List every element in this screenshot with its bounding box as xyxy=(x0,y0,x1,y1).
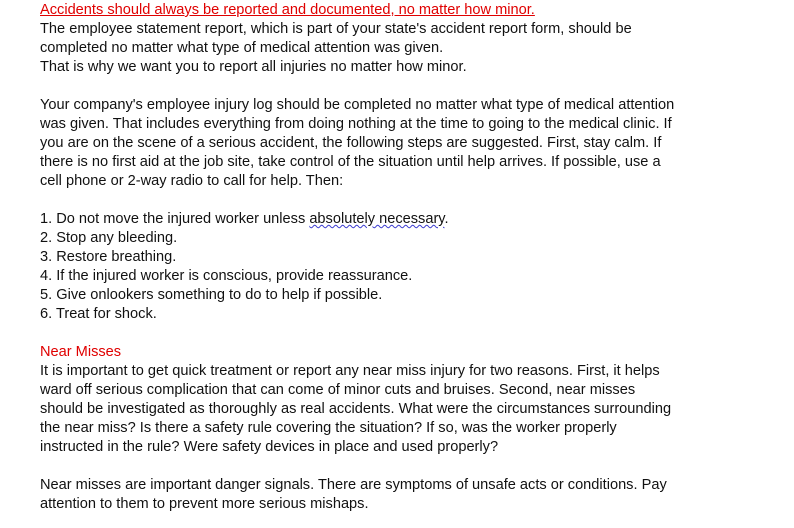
paragraph-line: you are on the scene of a serious accident, the following steps are suggested. First, stay calm. If xyxy=(40,135,662,151)
list-item: 3. Restore breathing. xyxy=(40,249,177,265)
intro-line: The employee statement report, which is part of your state's accident report form, should be xyxy=(40,21,632,37)
paragraph-line: should be investigated as thoroughly as real accidents. What were the circumstances surrounding xyxy=(40,401,672,417)
list-item: 2. Stop any bleeding. xyxy=(40,230,178,246)
list-text: 1. Do not move the injured worker unless xyxy=(40,211,310,227)
document-body xyxy=(40,1,674,514)
list-text: . xyxy=(444,211,449,227)
paragraph-line: cell phone or 2-way radio to call for help. Then: xyxy=(40,173,344,189)
paragraph-line: the near miss? Is there a safety rule covering the situation? If so, was the worker properly xyxy=(40,420,617,436)
paragraph-line: was given. That includes everything from doing nothing at the time to going to the medical clinic. If xyxy=(40,116,672,132)
paragraph-line: Your company's employee injury log should be completed no matter what type of medical attention xyxy=(40,97,675,113)
paragraph-line: attention to them to prevent more serious mishaps. xyxy=(40,496,369,512)
list-item xyxy=(40,210,674,229)
paragraph-line: It is important to get quick treatment or report any near miss injury for two reasons. First, it helps xyxy=(40,363,660,379)
paragraph-line: Near misses are important danger signals. There are symptoms of unsafe acts or conditions. Pay xyxy=(40,477,667,493)
spellcheck-flagged-text[interactable]: absolutely necessary xyxy=(309,211,445,227)
section-heading: Near Misses xyxy=(40,344,122,360)
list-item: 4. If the injured worker is conscious, provide reassurance. xyxy=(40,268,413,284)
list-item: 5. Give onlookers something to do to help if possible. xyxy=(40,287,383,303)
intro-line: completed no matter what type of medical attention was given. xyxy=(40,40,444,56)
paragraph-line: there is no first aid at the job site, take control of the situation until help arrives. If possible, use a xyxy=(40,154,661,170)
heading: Accidents should always be reported and documented, no matter how minor. xyxy=(40,2,535,18)
paragraph-line: instructed in the rule? Were safety devices in place and used properly? xyxy=(40,439,499,455)
list-item: 6. Treat for shock. xyxy=(40,306,157,322)
paragraph-line: ward off serious complication that can come of minor cuts and bruises. Second, near misses xyxy=(40,382,636,398)
intro-line: That is why we want you to report all injuries no matter how minor. xyxy=(40,59,467,75)
